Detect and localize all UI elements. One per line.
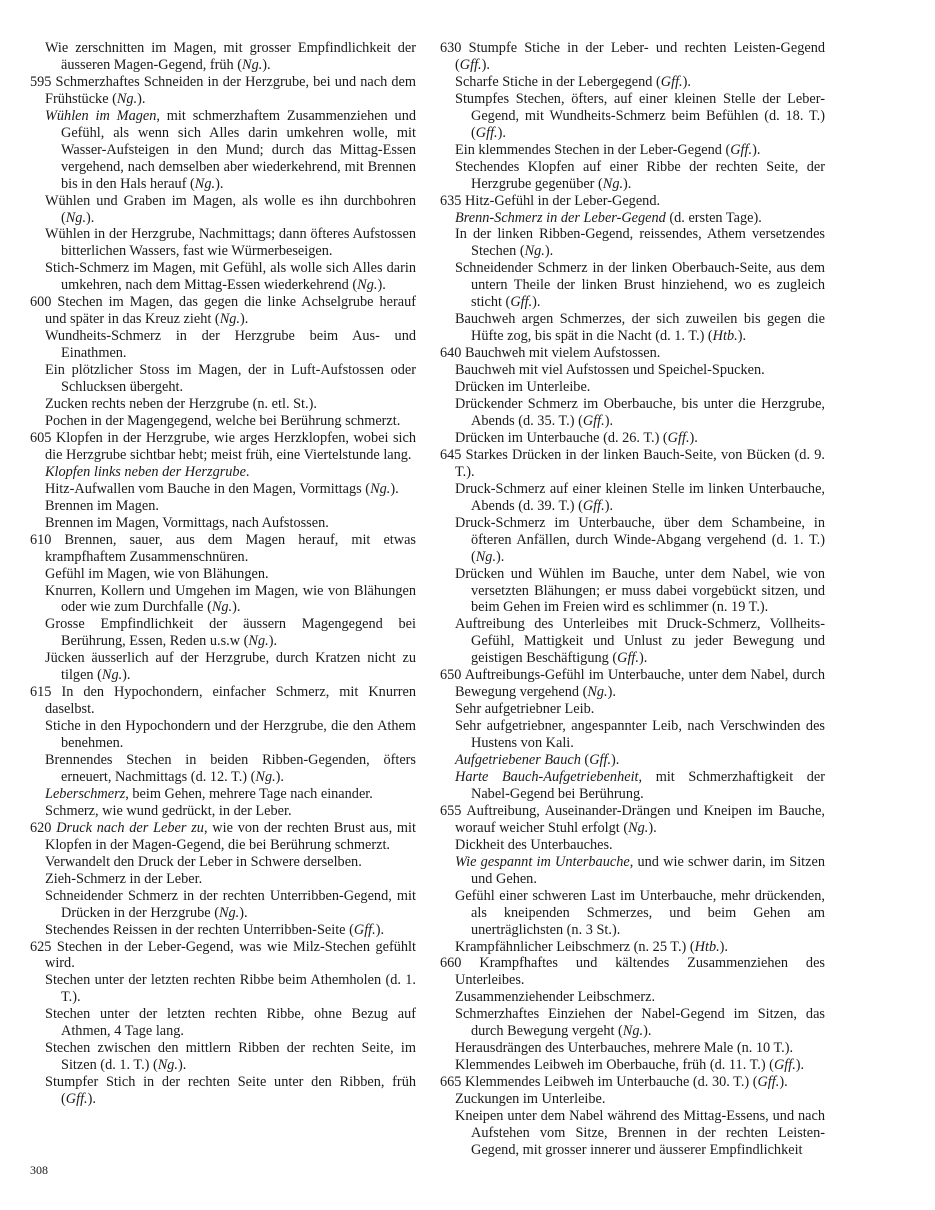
symptom-entry: Drücken im Unterbauche (d. 26. T.) (Gff.). (455, 429, 698, 446)
symptom-entry: Zieh-Schmerz in der Leber. (45, 870, 203, 887)
numbered-entry: 645 Starkes Drücken in der linken Bauch-Seite, von Bücken (d. 9. T.). (440, 446, 825, 480)
symptom-entry: Druck-Schmerz im Unterbauche, über dem Schambeine, in öfteren Anfällen, durch Winde-Abgang vergehend (d. 1. T.) (Ng.). (455, 514, 825, 565)
symptom-entry: In der linken Ribben-Gegend, reissendes, Athem versetzendes Stechen (Ng.). (455, 226, 825, 260)
symptom-entry: Leberschmerz, beim Gehen, mehrere Tage nach einander. (45, 785, 373, 802)
symptom-entry: Wühlen im Magen, mit schmerzhaftem Zusammenziehen und Gefühl, als wenn sich Alles darin umkehren wolle, mit Wasser-Aufsteigen in den Mund; durch das Mittag-Essen vergehend, nach demselben aber wiederkehrend, mit Brennen bis in den Hals herauf (Ng.). (45, 107, 416, 192)
symptom-entry: Sehr aufgetriebner Leib. (455, 701, 595, 718)
symptom-entry: Brenn-Schmerz in der Leber-Gegend (d. ersten Tage). (455, 209, 762, 226)
symptom-entry: Wühlen in der Herzgrube, Nachmittags; dann öfteres Aufstossen bitterlichen Wassers, fast wie Würmerbeseigen. (45, 226, 416, 260)
numbered-entry: 605 Klopfen in der Herzgrube, wie arges Herzklopfen, wobei sich die Herzgrube sichtbar hebt; meist früh, eine Viertelstunde lang. (30, 429, 416, 463)
symptom-entry: Schmerzhaftes Einziehen der Nabel-Gegend im Sitzen, das durch Bewegung vergeht (Ng.). (455, 1006, 825, 1040)
symptom-entry: Kneipen unter dem Nabel während des Mittag-Essens, und nach Aufstehen vom Sitze, Brennen in der rechten Leisten-Gegend, mit grosser innerer und äusserer Empfindlichkeit (455, 1108, 825, 1158)
numbered-entry: 640 Bauchweh mit vielem Aufstossen. (440, 345, 661, 362)
numbered-entry: 650 Auftreibungs-Gefühl im Unterbauche, unter dem Nabel, durch Bewegung vergehend (Ng.). (440, 667, 825, 701)
symptom-entry: Knurren, Kollern und Umgehen im Magen, wie von Blähungen oder wie zum Durchfalle (Ng.). (45, 582, 416, 616)
numbered-entry: 620 Druck nach der Leber zu, wie von der rechten Brust aus, mit Klopfen in der Magen-Gegend, die bei Berührung schmerzt. (30, 819, 416, 853)
symptom-entry: Drücken und Wühlen im Bauche, unter dem Nabel, wie von versetzten Blähungen; er muss dabei vorgebückt sitzen, und beim Gehen im Freien wird es schlimmer (n. 19 T.). (455, 565, 825, 616)
numbered-entry: 615 In den Hypochondern, einfacher Schmerz, mit Knurren daselbst. (30, 684, 416, 718)
symptom-entry: Herausdrängen des Unterbauches, mehrere Male (n. 10 T.). (455, 1040, 794, 1057)
numbered-entry: 600 Stechen im Magen, das gegen die linke Achselgrube herauf und später in das Kreuz zieht (Ng.). (30, 294, 416, 328)
symptom-entry: Stechen zwischen den mittlern Ribben der rechten Seite, im Sitzen (d. 1. T.) (Ng.). (45, 1040, 416, 1074)
symptom-entry: Gefühl im Magen, wie von Blähungen. (45, 565, 269, 582)
symptom-entry: Ein plötzlicher Stoss im Magen, der in Luft-Aufstossen oder Schlucksen übergeht. (45, 362, 416, 396)
symptom-entry: Schneidender Schmerz in der linken Oberbauch-Seite, aus dem untern Theile der linken Brust hinziehend, wo es zugleich sticht (Gff.). (455, 260, 825, 311)
symptom-entry: Wie zerschnitten im Magen, mit grosser Empfindlichkeit der äusseren Magen-Gegend, früh (Ng.). (45, 40, 416, 73)
symptom-entry: Wühlen und Graben im Magen, als wolle es ihn durchbohren (Ng.). (45, 192, 416, 226)
numbered-entry: 655 Auftreibung, Auseinander-Drängen und Kneipen im Bauche, worauf weicher Stuhl erfolgt (Ng.). (440, 802, 825, 836)
symptom-entry: Harte Bauch-Aufgetriebenheit, mit Schmerzhaftigkeit der Nabel-Gegend bei Berührung. (455, 768, 826, 802)
symptom-entry: Stumpfes Stechen, öfters, auf einer kleinen Stelle der Leber-Gegend, mit Wundheits-Schmerz beim Befühlen (d. 18. T.) (Gff.). (455, 90, 825, 141)
symptom-entry: Stechen unter der letzten rechten Ribbe, ohne Bezug auf Athmen, 4 Tage lang. (45, 1006, 416, 1040)
symptom-entry: Verwandelt den Druck der Leber in Schwere derselben. (45, 853, 362, 870)
symptom-entry: Aufgetriebener Bauch (Gff.). (455, 752, 620, 769)
symptom-entry: Schneidender Schmerz in der rechten Unterribben-Gegend, mit Drücken in der Herzgrube (Ng.). (45, 887, 416, 921)
symptom-entry: Zucken rechts neben der Herzgrube (n. etl. St.). (45, 396, 317, 413)
symptom-entry: Dickheit des Unterbauches. (455, 836, 613, 853)
symptom-entry: Stechen unter der letzten rechten Ribbe beim Athemholen (d. 1. T.). (45, 972, 416, 1006)
symptom-entry: Zuckungen im Unterleibe. (455, 1091, 606, 1108)
numbered-entry: 665 Klemmendes Leibweh im Unterbauche (d. 30. T.) (Gff.). (440, 1074, 788, 1091)
symptom-entry: Scharfe Stiche in der Lebergegend (Gff.). (455, 73, 691, 90)
symptom-entry: Klemmendes Leibweh im Oberbauche, früh (d. 11. T.) (Gff.). (455, 1057, 805, 1074)
numbered-entry: 595 Schmerzhaftes Schneiden in der Herzgrube, bei und nach dem Frühstücke (Ng.). (30, 73, 416, 107)
symptom-entry: Druck-Schmerz auf einer kleinen Stelle im linken Unterbauche, Abends (d. 39. T.) (Gff.). (455, 480, 825, 514)
symptom-entry: Stechendes Klopfen auf einer Ribbe der rechten Seite, der Herzgrube gegenüber (Ng.). (455, 158, 825, 192)
symptom-entry: Schmerz, wie wund gedrückt, in der Leber. (45, 802, 292, 819)
numbered-entry: 660 Krampfhaftes und kältendes Zusammenziehen des Unterleibes. (440, 955, 825, 989)
symptom-entry: Grosse Empfindlichkeit der äussern Magengegend bei Berührung, Essen, Reden u.s.w (Ng.). (45, 616, 416, 650)
page-number: 308 (30, 1163, 48, 1177)
symptom-entry: Stumpfer Stich in der rechten Seite unter den Ribben, früh (Gff.). (45, 1074, 416, 1108)
numbered-entry: 635 Hitz-Gefühl in der Leber-Gegend. (440, 192, 661, 209)
symptom-entry: Brennen im Magen, Vormittags, nach Aufstossen. (45, 514, 329, 531)
numbered-entry: 630 Stumpfe Stiche in der Leber- und rechten Leisten-Gegend (Gff.). (440, 40, 825, 73)
symptom-entry: Drückender Schmerz im Oberbauche, bis unter die Herzgrube, Abends (d. 35. T.) (Gff.). (455, 396, 825, 429)
symptom-entry: Stechendes Reissen in der rechten Unterribben-Seite (Gff.). (45, 921, 385, 938)
symptom-entry: Stiche in den Hypochondern und der Herzgrube, die den Athem benehmen. (45, 718, 416, 752)
symptom-entry: Pochen in der Magengegend, welche bei Berührung schmerzt. (45, 412, 401, 429)
symptom-entry: Gefühl einer schweren Last im Unterbauche, mehr drückenden, als kneipenden Schmerzes, und beim Gehen am unerträglichsten (n. 3 St.). (455, 887, 825, 938)
symptom-entry: Auftreibung des Unterleibes mit Druck-Schmerz, Vollheits-Gefühl, Mattigkeit und Unlust zu jeder Bewegung und geistigen Beschäftigung (Gff.). (455, 616, 825, 667)
symptom-entry: Zusammenziehender Leibschmerz. (455, 989, 656, 1006)
symptom-entry: Brennen im Magen. (45, 497, 159, 514)
symptom-entry: Hitz-Aufwallen vom Bauche in den Magen, Vormittags (Ng.). (45, 480, 399, 497)
symptom-entry: Bauchweh mit viel Aufstossen und Speichel-Spucken. (455, 362, 765, 379)
symptom-entry: Klopfen links neben der Herzgrube. (45, 463, 250, 480)
right-column (440, 40, 825, 1159)
symptom-entry: Wundheits-Schmerz in der Herzgrube beim Aus- und Einathmen. (45, 328, 416, 362)
left-column (30, 40, 416, 1108)
symptom-entry: Brennendes Stechen in beiden Ribben-Gegenden, öfters erneuert, Nachmittags (d. 12. T.) (Ng.). (45, 752, 416, 785)
symptom-entry: Drücken im Unterleibe. (455, 379, 591, 396)
symptom-entry: Krampfähnlicher Leibschmerz (n. 25 T.) (Htb.). (455, 938, 729, 955)
numbered-entry: 610 Brennen, sauer, aus dem Magen herauf, mit etwas krampfhaftem Zusammenschnüren. (30, 531, 416, 565)
symptom-entry: Bauchweh argen Schmerzes, der sich zuweilen bis gegen die Hüfte zog, bis spät in die Nacht (d. 1. T.) (Htb.). (455, 311, 825, 345)
symptom-entry: Ein klemmendes Stechen in der Leber-Gegend (Gff.). (455, 141, 761, 158)
numbered-entry: 625 Stechen in der Leber-Gegend, was wie Milz-Stechen gefühlt wird. (30, 938, 416, 972)
symptom-entry: Wie gespannt im Unterbauche, und wie schwer darin, im Sitzen und Gehen. (455, 853, 825, 887)
symptom-entry: Stich-Schmerz im Magen, mit Gefühl, als wolle sich Alles darin umkehren, nach dem Mittag-Essen wiederkehrend (Ng.). (45, 260, 416, 294)
symptom-entry: Sehr aufgetriebner, angespannter Leib, nach Verschwinden des Hustens von Kali. (455, 718, 825, 752)
symptom-entry: Jücken äusserlich auf der Herzgrube, durch Kratzen nicht zu tilgen (Ng.). (45, 650, 416, 684)
